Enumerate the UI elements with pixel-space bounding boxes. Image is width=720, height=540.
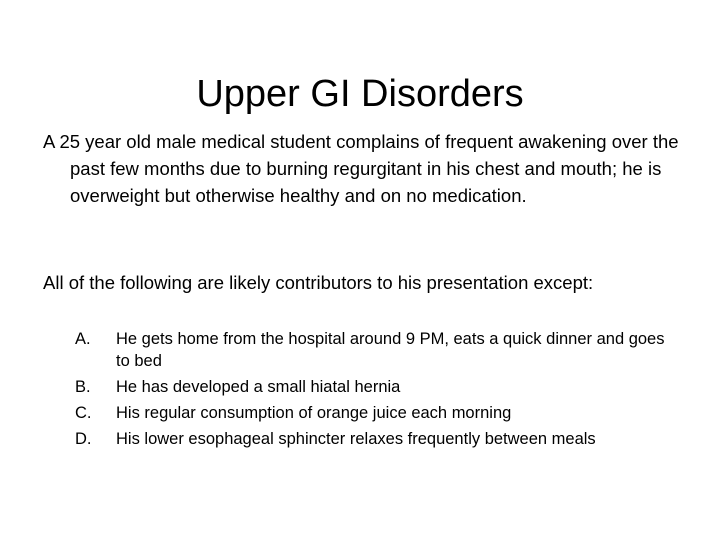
option-text: He gets home from the hospital around 9 PM, eats a quick dinner and goes to bed <box>116 330 665 370</box>
option-letter: C. <box>75 404 92 422</box>
option-text: He has developed a small hiatal hernia <box>116 378 401 396</box>
option-text: His lower esophageal sphincter relaxes frequently between meals <box>116 430 596 448</box>
option-letter: A. <box>75 330 91 348</box>
answer-option-c <box>75 400 675 426</box>
option-text: His regular consumption of orange juice each morning <box>116 404 512 422</box>
answer-option-d <box>75 426 675 452</box>
slide-title: Upper GI Disorders <box>196 73 524 116</box>
question-stem: All of the following are likely contributors to his presentation except: <box>43 272 594 293</box>
answer-option-a <box>75 326 675 374</box>
option-letter: D. <box>75 430 92 448</box>
answer-options <box>75 326 675 452</box>
option-letter: B. <box>75 378 91 396</box>
case-description: A 25 year old male medical student complains of frequent awakening over the past few months due to burning regurgitant in his chest and mouth; he is overweight but otherwise healthy and on no medication. <box>43 131 679 206</box>
answer-option-b <box>75 374 675 400</box>
